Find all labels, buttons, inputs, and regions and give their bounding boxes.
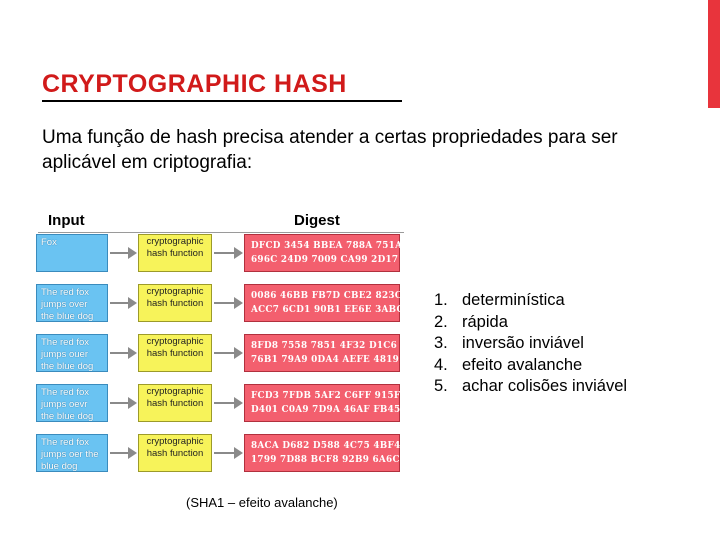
diagram-row <box>34 282 406 324</box>
list-number: 3. <box>434 334 448 352</box>
list-number: 2. <box>434 312 448 331</box>
list-item <box>434 290 627 312</box>
digest-box: 0086 46BB FB7D CBE2 823C ACC7 6CD1 90B1 EE6E 3ABC <box>244 284 400 322</box>
list-text: rápida <box>462 312 508 331</box>
list-text: determinística <box>462 291 565 309</box>
digest-box: FCD3 7FDB 5AF2 C6FF 915F D401 C0A9 7D9A 46AF FB45 <box>244 384 400 422</box>
list-item <box>434 355 627 377</box>
input-box: The red fox jumps oer the blue dog <box>36 434 108 472</box>
diagram-row <box>34 332 406 374</box>
arrow-icon <box>214 302 236 304</box>
arrow-icon <box>214 352 236 354</box>
input-header: Input <box>48 212 85 229</box>
list-text: efeito avalanche <box>462 355 583 374</box>
diagram-row <box>34 382 406 424</box>
accent-bar <box>708 0 720 108</box>
digest-box: DFCD 3454 BBEA 788A 751A 696C 24D9 7009 CA99 2D17 <box>244 234 400 272</box>
list-text: inversão inviável <box>462 334 584 352</box>
slide-title: CRYPTOGRAPHIC HASH <box>42 70 347 98</box>
list-item <box>434 333 627 355</box>
arrow-icon <box>214 252 236 254</box>
hash-function-box: cryptographic hash function <box>138 284 212 322</box>
hash-function-box: cryptographic hash function <box>138 334 212 372</box>
input-box: The red fox jumps over the blue dog <box>36 284 108 322</box>
list-number: 5. <box>434 377 448 395</box>
properties-list <box>434 290 627 398</box>
intro-text: Uma função de hash precisa atender a certas propriedades para ser aplicável em criptografia: <box>42 127 618 173</box>
list-number: 1. <box>434 291 448 309</box>
list-text: achar colisões inviável <box>462 377 628 395</box>
digest-header: Digest <box>294 212 340 229</box>
hash-diagram <box>34 204 406 476</box>
arrow-icon <box>110 302 130 304</box>
digest-box: 8ACA D682 D588 4C75 4BF4 1799 7D88 BCF8 92B9 6A6C <box>244 434 400 472</box>
list-item <box>434 376 627 398</box>
list-number: 4. <box>434 355 448 374</box>
arrow-icon <box>110 452 130 454</box>
diagram-row <box>34 232 406 274</box>
input-box: The red fox jumps oevr the blue dog <box>36 384 108 422</box>
arrow-icon <box>110 402 130 404</box>
digest-box: 8FD8 7558 7851 4F32 D1C6 76B1 79A9 0DA4 AEFE 4819 <box>244 334 400 372</box>
hash-function-box: cryptographic hash function <box>138 384 212 422</box>
hash-function-box: cryptographic hash function <box>138 234 212 272</box>
input-box: The red fox jumps ouer the blue dog <box>36 334 108 372</box>
arrow-icon <box>214 452 236 454</box>
arrow-icon <box>214 402 236 404</box>
title-underline <box>42 100 402 102</box>
arrow-icon <box>110 252 130 254</box>
arrow-icon <box>110 352 130 354</box>
diagram-caption: (SHA1 – efeito avalanche) <box>186 495 338 510</box>
hash-function-box: cryptographic hash function <box>138 434 212 472</box>
list-item <box>434 312 627 334</box>
diagram-row <box>34 432 406 474</box>
input-box: Fox <box>36 234 108 272</box>
